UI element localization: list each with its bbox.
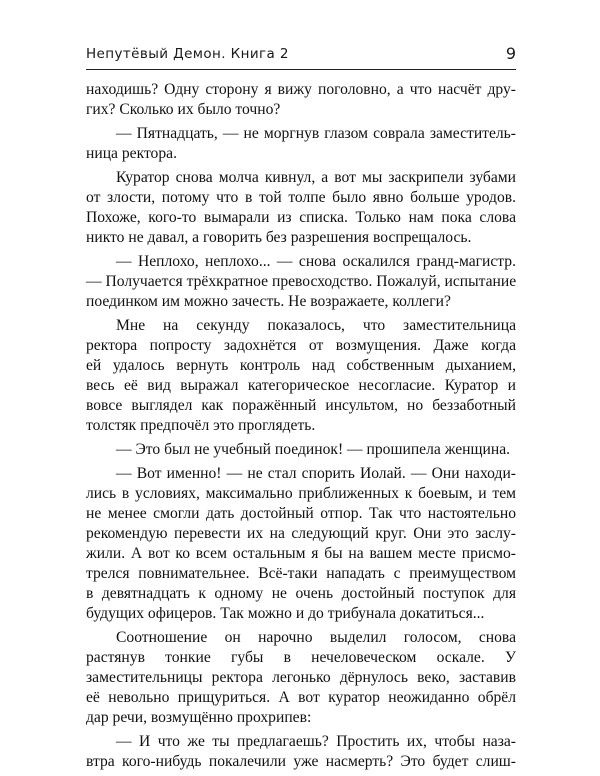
text-line: в девятнадцать к одному не очень достойный поступок для xyxy=(86,585,516,602)
paragraph xyxy=(86,80,516,120)
text-line: вовсе выглядел как поражённый инсультом, но беззаботный xyxy=(86,397,516,414)
text-line: Куратор снова молча кивнул, а вот мы заскрипели зубами xyxy=(116,169,516,186)
text-line: — Получается трёхкратное превосходство. Пожалуй, испытание xyxy=(86,273,517,290)
text-line: трелся повнимательнее. Всё-таки нападать с преимуществом xyxy=(86,565,516,582)
text-line: поединком им можно зачесть. Не возражаете, коллеги? xyxy=(86,293,451,310)
text-line: ректора попросту задохнётся от возмущения. Даже когда xyxy=(86,337,516,354)
text-line: жили. А вот ко всем остальным я бы на вашем месте присмо- xyxy=(86,545,516,562)
text-line: Соотношение он нарочно выделил голосом, снова xyxy=(116,629,516,646)
text-line: — Неплохо, неплохо... — снова оскалился гранд-магистр. xyxy=(116,253,516,270)
running-header xyxy=(86,44,516,66)
text-line: ница ректора. xyxy=(86,145,177,162)
text-line: ей удалось вернуть контроль над собственным дыханием, xyxy=(86,357,516,374)
text-line: её невольно прищуриться. А вот куратор неожиданно обрёл xyxy=(86,689,516,706)
text-line: — Это был не учебный поединок! — прошипела женщина. xyxy=(116,441,511,458)
paragraph xyxy=(86,124,516,164)
paragraph xyxy=(86,464,516,624)
text-line: растянув тонкие губы в нечеловеческом оскале. У xyxy=(86,649,516,666)
text-line: толстяк предпочёл это проглядеть. xyxy=(86,417,316,434)
text-line: никто не давал, а говорить без разрешения воспрещалось. xyxy=(86,229,472,246)
text-line: весь её вид выражал категорическое несогласие. Куратор и xyxy=(86,377,516,394)
paragraph xyxy=(86,732,516,772)
text-line: заместительницы ректора легонько дёрнулось веко, заставив xyxy=(86,669,516,686)
text-line: дар речи, возмущённо прохрипев: xyxy=(86,709,312,726)
text-line: находишь? Одну сторону я вижу поголовно, а что насчёт дру- xyxy=(86,81,516,98)
text-line: Мне на секунду показалось, что заместительница xyxy=(116,317,516,334)
text-line: рекомендую перевести их на следующий круг. Они это заслу- xyxy=(86,525,516,542)
text-line: — И что же ты предлагаешь? Простить их, чтобы наза- xyxy=(116,733,516,750)
text-line: Похоже, кого-то вымарали из списка. Только нам пока слова xyxy=(86,209,516,226)
page-number: 9 xyxy=(505,44,516,63)
text-line: не менее смогли дать достойный отпор. Так что настоятельно xyxy=(86,505,516,522)
paragraph xyxy=(86,440,516,460)
body-text xyxy=(86,80,516,776)
text-line: — Вот именно! — не стал спорить Иолай. — Они находи- xyxy=(116,465,516,482)
book-title-header: Непутёвый Демон. Книга 2 xyxy=(86,46,289,62)
text-line: будущих офицеров. Так можно и до трибунала докатиться... xyxy=(86,605,485,622)
paragraph xyxy=(86,168,516,248)
text-line: гих? Сколько их было точно? xyxy=(86,101,281,118)
paragraph xyxy=(86,252,516,312)
text-line: втра кого-нибудь покалечили уже насмерть? Это будет слиш- xyxy=(86,753,516,770)
text-line: — Пятнадцать, — не моргнув глазом соврала заместитель- xyxy=(116,125,516,142)
text-line: от злости, потому что в той толпе было явно больше уродов. xyxy=(86,189,516,206)
paragraph xyxy=(86,628,516,728)
header-divider xyxy=(86,69,516,70)
paragraph xyxy=(86,316,516,436)
text-line: лись в условиях, максимально приближенных к боевым, и тем xyxy=(86,485,516,502)
